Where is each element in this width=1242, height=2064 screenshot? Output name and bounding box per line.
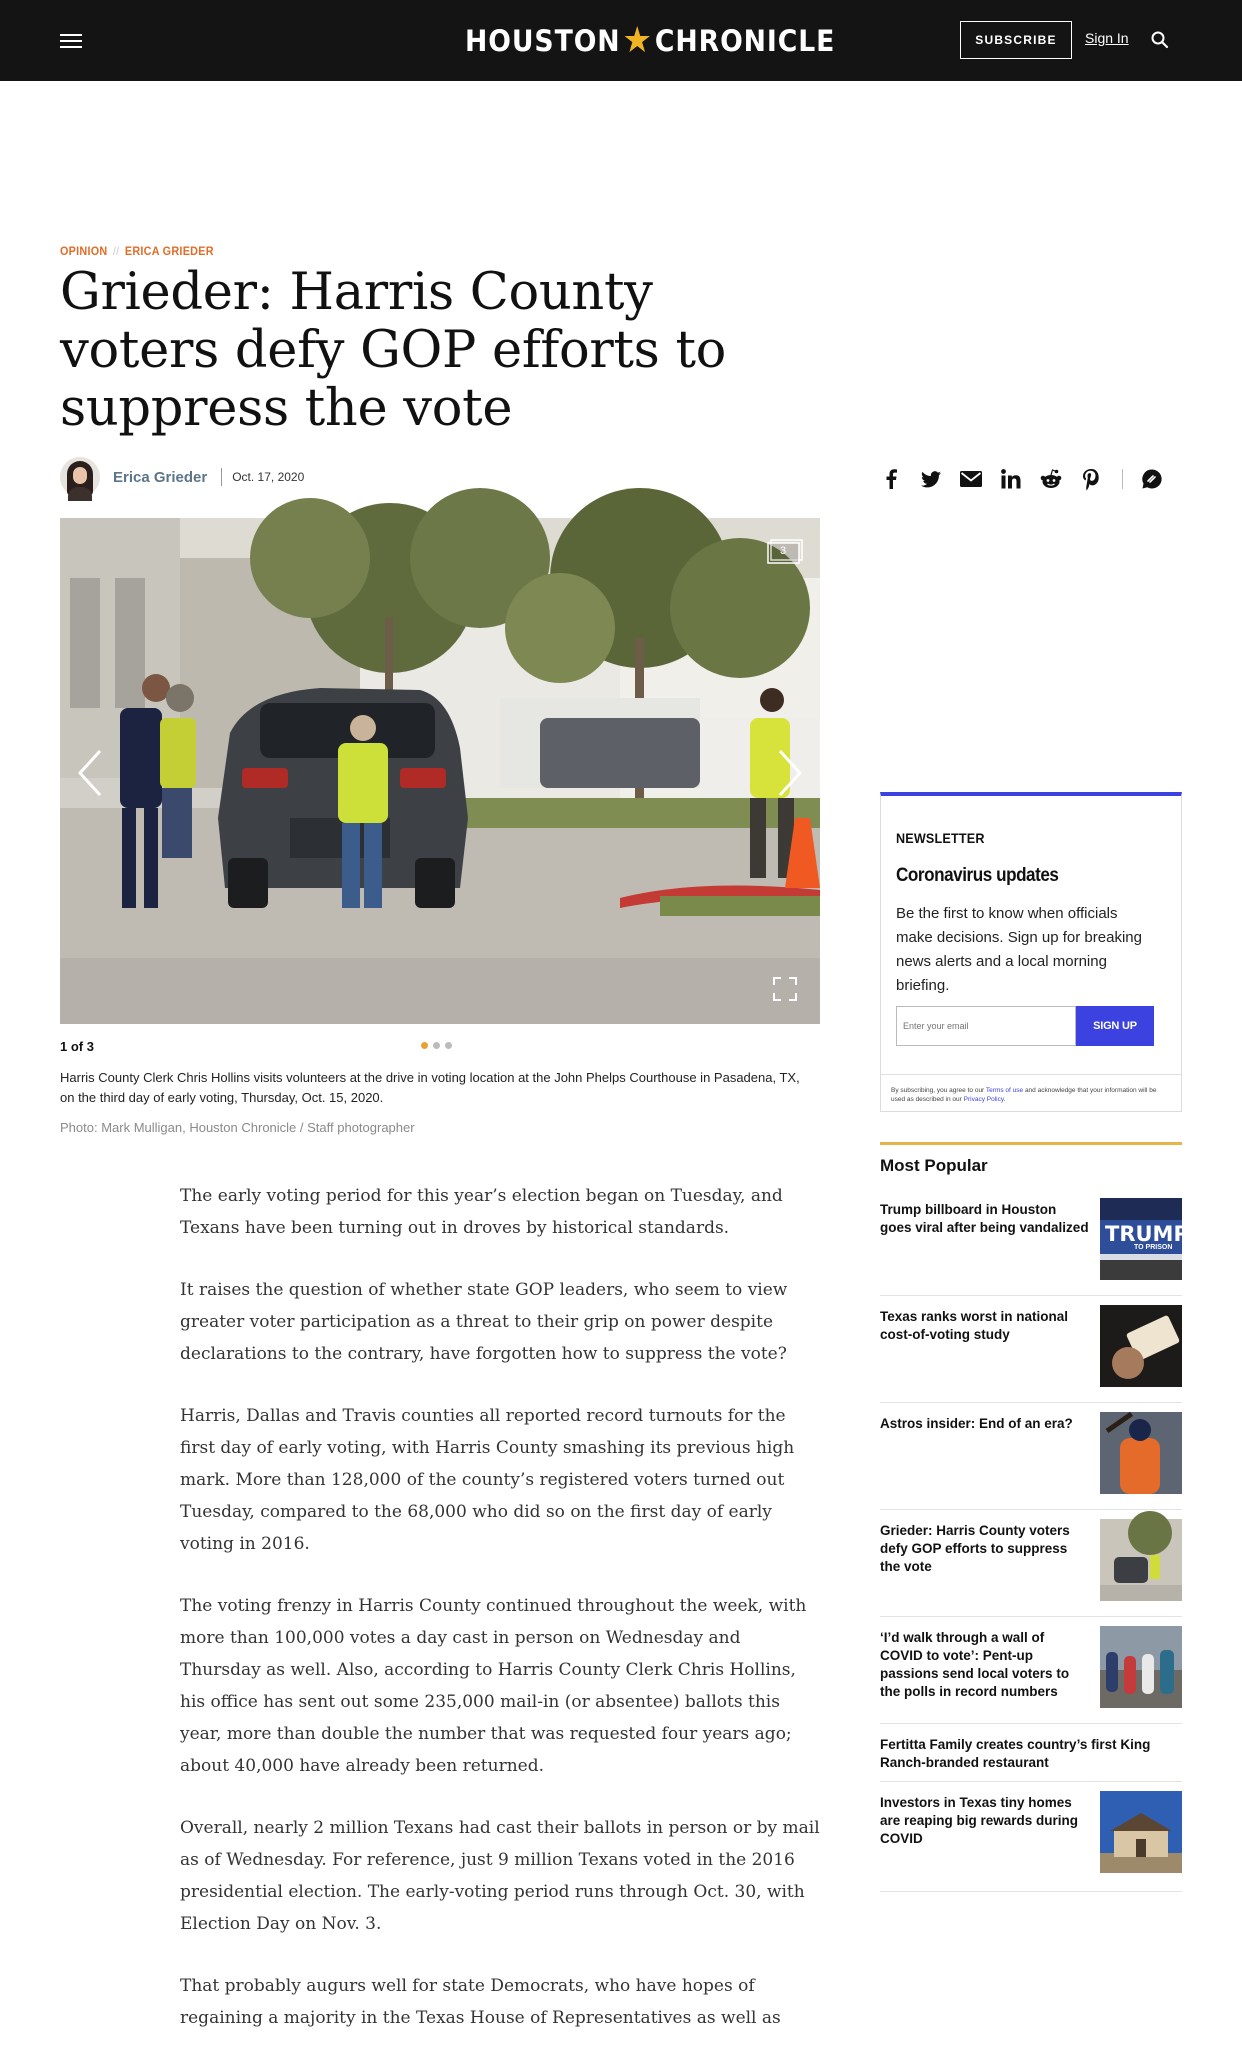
most-popular-item-title[interactable]: Fertitta Family creates country’s first King Ranch-branded restaurant (880, 1737, 1151, 1770)
twitter-icon[interactable] (920, 468, 942, 490)
privacy-policy-link[interactable]: Privacy Policy (963, 1096, 1004, 1103)
photo-caption: Harris County Clerk Chris Hollins visits volunteers at the drive in voting location at the John Phelps Courthouse in Pasadena, TX, on the third day of early voting, Thursday, Oct. 15, 2020. (60, 1070, 800, 1105)
star-icon: ★ (622, 20, 654, 61)
billboard-text: TRUMP (1105, 1222, 1189, 1246)
most-popular-item[interactable] (880, 1782, 1182, 1892)
article-body (180, 1180, 820, 2064)
most-popular-item[interactable] (880, 1510, 1182, 1617)
most-popular-item[interactable] (880, 1296, 1182, 1403)
gallery-dot[interactable] (445, 1042, 452, 1049)
share-bar (880, 466, 1181, 492)
logo-text-right: CHRONICLE (654, 24, 836, 58)
most-popular-thumbnail[interactable] (1100, 1412, 1182, 1494)
most-popular-item-title[interactable]: ‘I’d walk through a wall of COVID to vote’: Pent-up passions send local voters to the polls in record numbers (880, 1630, 1070, 1699)
section-link[interactable]: OPINION (60, 244, 108, 258)
newsletter-description: Be the first to know when officials make decisions. Sign up for breaking news alerts and a local morning briefing. (896, 905, 1142, 994)
linkedin-icon[interactable] (1000, 468, 1022, 490)
author-avatar[interactable] (60, 457, 100, 497)
kicker-separator: // (112, 244, 120, 258)
most-popular-item-title[interactable]: Investors in Texas tiny homes are reaping big rewards during COVID (880, 1795, 1079, 1846)
newsletter-legal-text (891, 1086, 1171, 1104)
article-paragraph: It raises the question of whether state GOP leaders, who seem to view greater voter participation as a threat to their grip on power despite declarations to the contrary, have forgotten how to suppress the vote? (180, 1280, 788, 1364)
photo-credit: Photo: Mark Mulligan, Houston Chronicle / Staff photographer (60, 1120, 415, 1135)
pinterest-icon[interactable] (1080, 468, 1102, 490)
columnist-link[interactable]: ERICA GRIEDER (124, 244, 214, 258)
top-nav-bar (0, 0, 1242, 81)
article-headline: Grieder: Harris County voters defy GOP efforts to suppress the vote (60, 263, 727, 438)
newsletter-signup-button[interactable]: SIGN UP (1076, 1006, 1154, 1046)
most-popular-thumbnail[interactable] (1100, 1519, 1182, 1601)
gallery-dot[interactable] (433, 1042, 440, 1049)
most-popular-list (880, 1189, 1189, 1892)
legal-suffix: . (1003, 1096, 1006, 1103)
most-popular-item-title[interactable]: Texas ranks worst in national cost-of-voting study (880, 1309, 1069, 1342)
author-name[interactable]: Erica Grieder (113, 468, 208, 486)
most-popular-thumbnail[interactable] (1100, 1791, 1182, 1873)
publish-date: Oct. 17, 2020 (232, 470, 305, 484)
most-popular-item[interactable] (880, 1617, 1182, 1724)
gallery-photo[interactable] (60, 518, 820, 1024)
most-popular-item[interactable] (880, 1403, 1182, 1510)
article-paragraph: Overall, nearly 2 million Texans had cast their ballots in person or by mail as of Wednesday. For reference, just 9 million Texans voted in the 2016 presidential election. The early-voting period runs through Oct. 30, with Election Day on Nov. 3. (180, 1818, 820, 1934)
most-popular-rule (880, 1142, 1182, 1145)
subscribe-button[interactable]: SUBSCRIBE (960, 21, 1072, 59)
most-popular-title: Most Popular (880, 1156, 988, 1175)
gallery-prev-button[interactable] (74, 748, 110, 798)
gallery-pagination[interactable] (421, 1042, 452, 1049)
newsletter-title: Coronavirus updates (896, 865, 1059, 886)
legal-middle: and acknowledge that your information will be used as described in our (891, 1087, 1157, 1103)
byline (60, 455, 304, 499)
logo-text-left: HOUSTON (465, 24, 621, 58)
email-icon[interactable] (960, 468, 982, 490)
share-divider (1122, 469, 1123, 489)
most-popular-item-title[interactable]: Trump billboard in Houston goes viral after being vandalized (880, 1202, 1089, 1235)
article-paragraph: The early voting period for this year’s election began on Tuesday, and Texans have been turning out in droves by historical standards. (180, 1186, 783, 1238)
newsletter-email-input[interactable] (896, 1006, 1076, 1046)
legal-prefix: By subscribing, you agree to our (891, 1087, 986, 1094)
site-logo[interactable] (465, 20, 835, 62)
article-kicker (60, 244, 214, 258)
most-popular-item[interactable] (880, 1724, 1182, 1782)
reddit-icon[interactable] (1040, 468, 1062, 490)
most-popular-thumbnail[interactable] (1100, 1198, 1189, 1280)
most-popular-thumbnail[interactable] (1100, 1305, 1182, 1387)
terms-of-use-link[interactable]: Terms of use (985, 1087, 1024, 1094)
newsletter-kicker: NEWSLETTER (896, 830, 985, 846)
comments-icon[interactable] (1141, 468, 1163, 490)
byline-divider (221, 468, 222, 486)
newsletter-divider (881, 1074, 1181, 1075)
most-popular-item[interactable] (880, 1189, 1189, 1296)
search-icon[interactable] (1150, 30, 1170, 50)
most-popular-item-title[interactable]: Grieder: Harris County voters defy GOP efforts to suppress the vote (880, 1523, 1070, 1574)
gallery-dot[interactable] (421, 1042, 428, 1049)
gallery-counter: 1 of 3 (60, 1039, 94, 1054)
article-paragraph: The voting frenzy in Harris County continued throughout the week, with more than 100,000 votes a day cast in person on Wednesday and Thursday as well. Also, according to Harris County Clerk Chris Hollins, his office has sent out some 235,000 mail-in (or absentee) ballots this year, more than double the number that was requested four years ago; about 40,000 have already been returned. (180, 1596, 807, 1776)
fullscreen-icon[interactable] (772, 976, 798, 1002)
most-popular-thumbnail[interactable] (1100, 1626, 1182, 1708)
sign-in-link[interactable]: Sign In (1085, 30, 1129, 46)
most-popular-item-title[interactable]: Astros insider: End of an era? (880, 1416, 1073, 1431)
gallery-count-icon[interactable] (766, 538, 804, 564)
article-paragraph: Harris, Dallas and Travis counties all reported record turnouts for the first day of early voting, with Harris County smashing its previous high mark. More than 128,000 of the county’s registered voters turned out Tuesday, compared to the 68,000 who did so on the first day of early voting in 2016. (180, 1406, 795, 1554)
newsletter-signup-card (880, 792, 1182, 1112)
gallery-count-label: 3 (780, 545, 787, 557)
gallery-next-button[interactable] (770, 748, 806, 798)
article-paragraph: That probably augurs well for state Democrats, who have hopes of regaining a majority in the Texas House of Representatives as well as (180, 1976, 781, 2028)
facebook-icon[interactable] (880, 468, 902, 490)
billboard-subtext: TO PRISON (1134, 1244, 1173, 1251)
menu-icon[interactable] (60, 34, 82, 48)
